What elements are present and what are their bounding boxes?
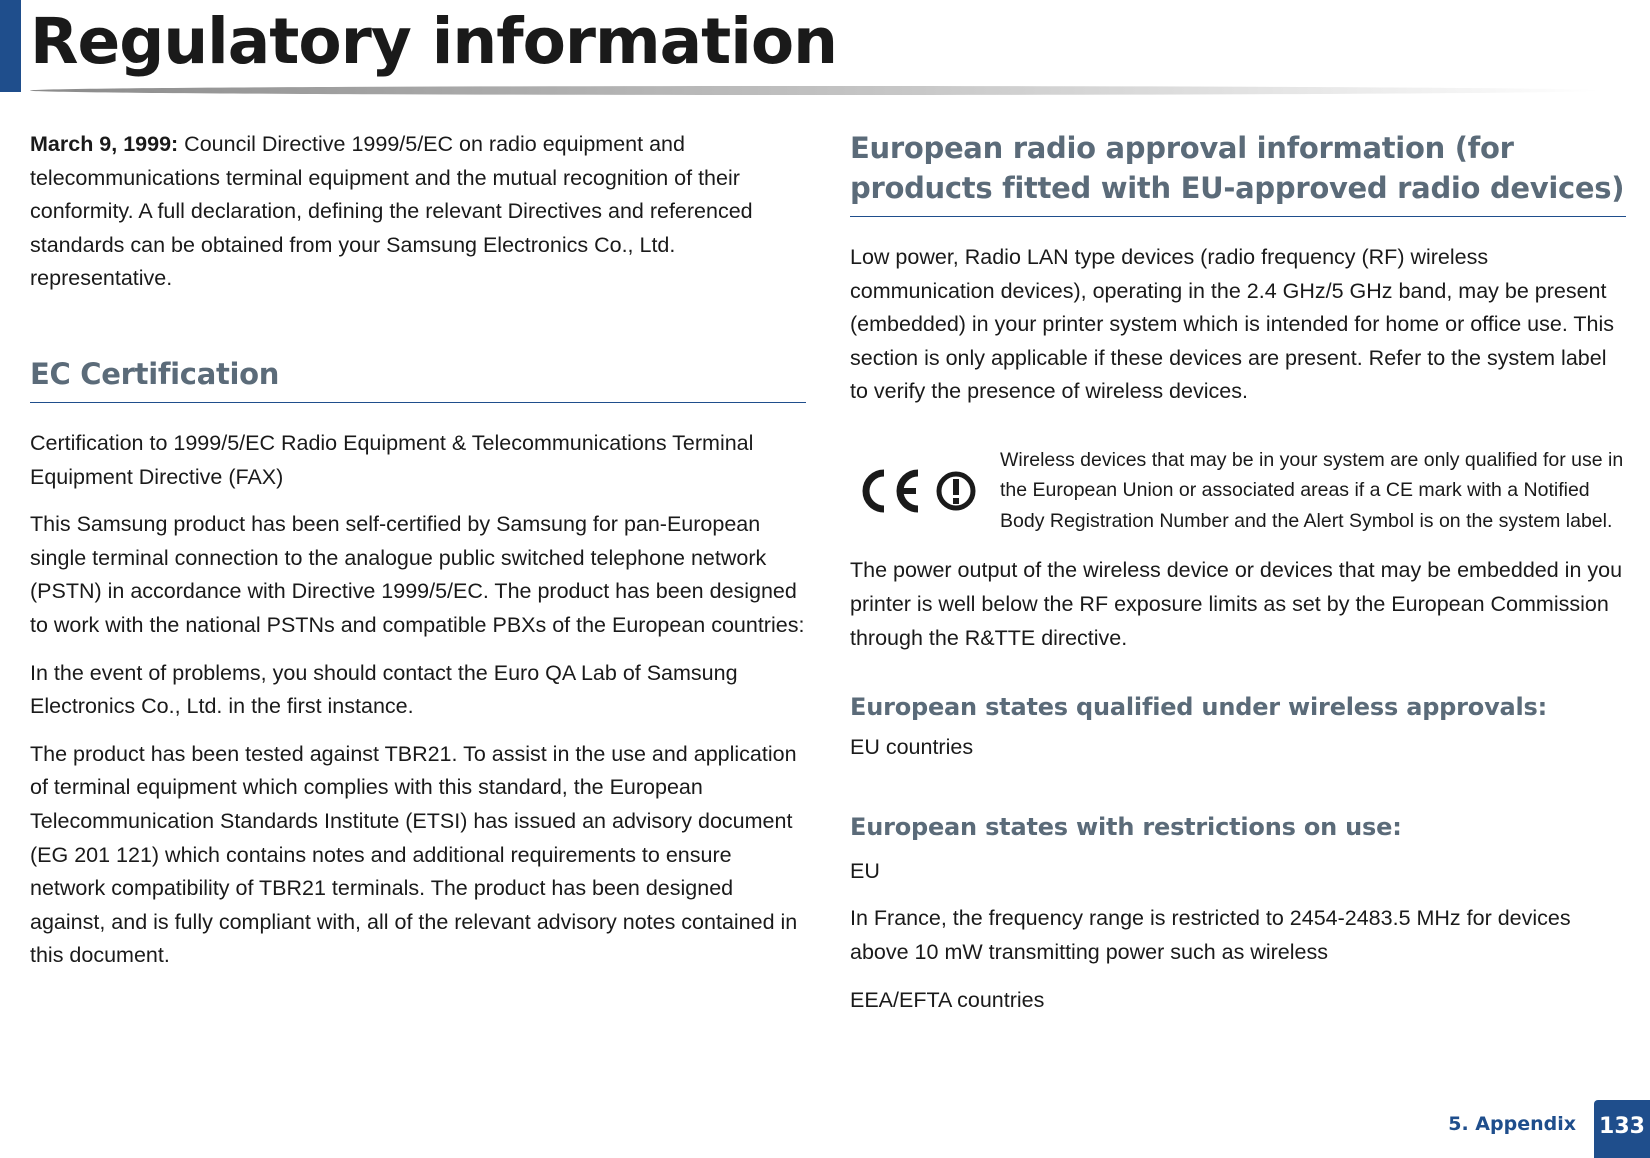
intro-date: March 9, 1999:	[30, 132, 179, 156]
heading-rule	[850, 216, 1626, 217]
restrictions-heading: European states with restrictions on use:	[850, 812, 1402, 841]
page-title: Regulatory information	[30, 5, 837, 78]
title-underline	[30, 86, 1600, 95]
ce-note	[850, 445, 1626, 537]
heading-rule	[30, 402, 806, 403]
restrictions-france: In France, the frequency range is restricted to 2454-2483.5 MHz for devices above 10 mW transmitting power such as wireless	[850, 906, 1571, 965]
ec-paragraph-1: Certification to 1999/5/EC Radio Equipment & Telecommunications Terminal Equipment Directive (FAX)	[30, 430, 754, 489]
restrictions-eu: EU	[850, 858, 880, 883]
right-column	[850, 128, 1626, 1031]
ec-certification-heading: EC Certification	[30, 356, 280, 391]
title-accent-bar	[0, 0, 21, 92]
intro-paragraph	[30, 128, 806, 296]
ec-paragraph-3: In the event of problems, you should contact the Euro QA Lab of Samsung Electronics Co., Ltd. in the first instance.	[30, 660, 738, 719]
ec-paragraph-4: The product has been tested against TBR21. To assist in the use and application of terminal equipment which complies with this standard, the European Telecommunication Standards Institute (ETSI) has issued an advisory document (EG 201 121) which contains notes and additional requirements to ensure network compatibility of TBR21 terminals. The product has been designed against, and is fully compliant with, all of the relevant advisory notes contained in this document.	[30, 741, 798, 968]
footer-section-label: 5. Appendix	[1448, 1113, 1576, 1135]
page-number-badge: 133	[1594, 1100, 1650, 1158]
ec-paragraph-2: This Samsung product has been self-certified by Samsung for pan-European single terminal connection to the analogue public switched telephone network (PSTN) in accordance with Directive 1999/5/EC. The product has been designed to work with the national PSTNs and compatible PBXs of the European countries:	[30, 512, 805, 637]
ce-alert-icon-group	[850, 461, 1000, 521]
left-column	[30, 128, 806, 987]
ce-note-text: Wireless devices that may be in your system are only qualified for use in the European Union or associated areas if a CE mark with a Notified Body Registration Number and the Alert Symbol is on the system label.	[1000, 448, 1624, 532]
radio-paragraph-2: The power output of the wireless device or devices that may be embedded in you printer is well below the RF exposure limits as set by the European Commission through the R&TTE directive.	[850, 558, 1623, 650]
intro-text: Council Directive 1999/5/EC on radio equipment and telecommunications terminal equipment and the mutual recognition of their conformity. A full declaration, defining the relevant Directives and referenced standards can be obtained from your Samsung Electronics Co., Ltd. representative.	[30, 132, 753, 291]
restrictions-eea: EEA/EFTA countries	[850, 987, 1045, 1012]
radio-approval-heading: European radio approval information (for products fitted with EU-approved radio devices)	[850, 131, 1625, 205]
qualified-states-heading: European states qualified under wireless approvals:	[850, 693, 1548, 722]
qualified-states-text: EU countries	[850, 735, 974, 760]
radio-paragraph-1: Low power, Radio LAN type devices (radio frequency (RF) wireless communication devices), operating in the 2.4 GHz/5 GHz band, may be present (embedded) in your printer system which is intended for home or office use. This section is only applicable if these devices are present. Refer to the system label to verify the presence of wireless devices.	[850, 245, 1615, 404]
ce-mark-icon	[850, 461, 980, 521]
